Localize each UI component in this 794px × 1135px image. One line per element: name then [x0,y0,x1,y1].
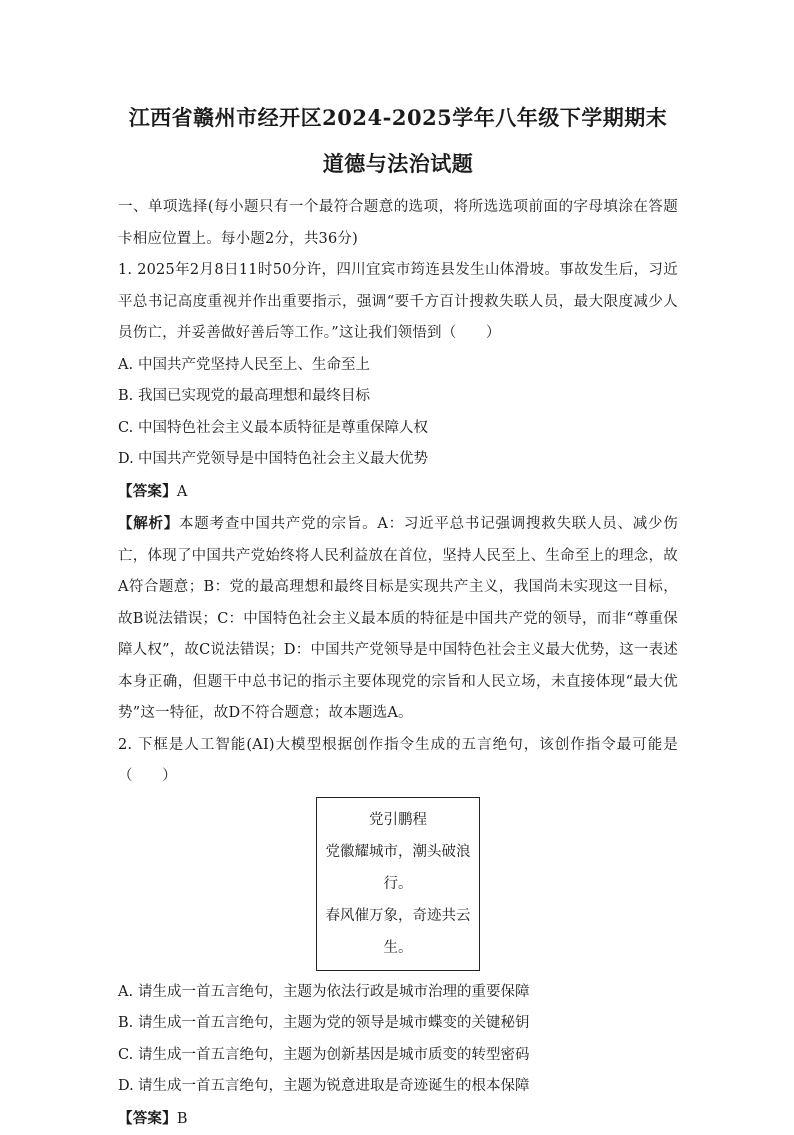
question-2-option-d [118,1071,678,1103]
option-letter: C. [118,413,138,445]
question-2-option-b [118,1008,678,1040]
option-text: 中国共产党坚持人民至上、生命至上 [138,357,370,373]
option-letter: B. [118,1008,138,1040]
answer-label: 【答案】 [118,1110,177,1127]
analysis-text: 本题考查中国共产党的宗旨。A：习近平总书记强调搜救失联人员、减少伤亡，体现了中国共产党始终将人民利益放在首位，坚持人民至上、生命至上的理念，故A符合题意；B：党的最高理想和最终目标是实现共产主义，我国尚未实现这一目标，故B说法错误；C：中国特色社会主义最本质的特征是中国共产党的领导，而非“尊重保障人权”，故C说法错误；D：中国共产党领导是中国特色社会主义最大优势，这一表述本身正确，但题干中总书记的指示主要体现党的宗旨和人民立场，未直接体现“最大优势”这一特征，故D不符合题意；故本题选A。 [118,516,678,721]
question-1 [118,255,678,730]
option-text: 请生成一首五言绝句，主题为创新基因是城市质变的转型密码 [138,1047,530,1063]
option-text: 中国特色社会主义最本质特征是尊重保障人权 [138,420,428,436]
question-1-option-a [118,350,678,382]
answer-value: B [177,1111,188,1127]
question-2-option-a [118,977,678,1009]
poem-line-1: 党徽耀城市，潮头破浪行。 [317,836,479,900]
question-2-option-c [118,1040,678,1072]
question-2-stem: 2. 下框是人工智能(AI)大模型根据创作指令生成的五言绝句，该创作指令最可能是（ ） [118,730,678,793]
option-text: 请生成一首五言绝句，主题为党的领导是城市蝶变的关键秘钥 [138,1015,530,1031]
option-text: 请生成一首五言绝句，主题为锐意进取是奇迹诞生的根本保障 [138,1078,530,1094]
analysis-label: 【解析】 [118,515,179,532]
poem-box [316,797,480,971]
question-1-option-c [118,413,678,445]
question-2-answer [118,1103,678,1135]
section-intro: 一、单项选择(每小题只有一个最符合题意的选项，将所选选项前面的字母填涂在答题卡相应位置上。每小题2分，共36分) [118,192,678,255]
exam-title-line2: 道德与法治试题 [118,142,678,186]
question-2 [118,730,678,1135]
option-letter: C. [118,1040,138,1072]
poem-line-2: 春风催万象，奇迹共云生。 [317,900,479,964]
option-letter: A. [118,977,138,1009]
question-1-analysis [118,508,678,730]
option-text: 我国已实现党的最高理想和最终目标 [138,388,370,404]
poem-title: 党引鹏程 [317,804,479,836]
exam-title-line1: 江西省赣州市经开区2024-2025学年八年级下学期期末 [118,96,678,140]
option-letter: B. [118,381,138,413]
exam-page [118,96,678,1135]
option-text: 中国共产党领导是中国特色社会主义最大优势 [138,451,428,467]
option-letter: A. [118,350,138,382]
answer-value: A [177,484,188,500]
option-text: 请生成一首五言绝句，主题为依法行政是城市治理的重要保障 [138,984,530,1000]
question-1-option-d [118,444,678,476]
question-1-answer [118,476,678,509]
option-letter: D. [118,444,138,476]
question-1-option-b [118,381,678,413]
option-letter: D. [118,1071,138,1103]
answer-label: 【答案】 [118,483,177,500]
question-1-stem: 1. 2025年2月8日11时50分许，四川宜宾市筠连县发生山体滑坡。事故发生后，习近平总书记高度重视并作出重要指示，强调“要千方百计搜救失联人员，最大限度减少人员伤亡，并妥善做好善后等工作。”这让我们领悟到（ ） [118,255,678,350]
